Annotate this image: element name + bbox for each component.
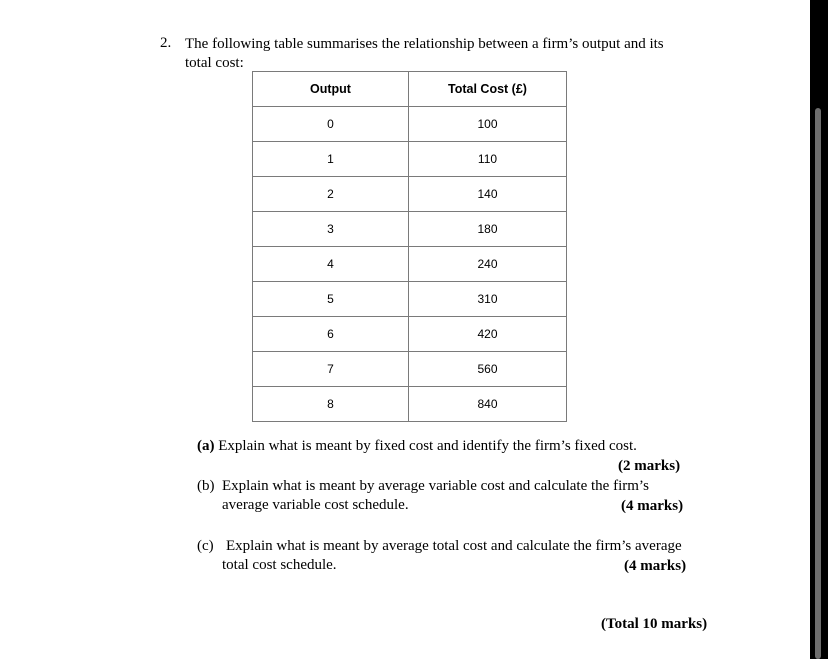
part-a	[197, 437, 637, 456]
table-row	[253, 177, 567, 212]
part-c-text	[222, 537, 682, 575]
table-header-row	[253, 72, 567, 107]
table-row	[253, 247, 567, 282]
output-cell: 2	[253, 177, 409, 212]
output-cost-table	[252, 71, 567, 422]
part-c-label: (c)	[197, 538, 214, 554]
part-b-marks: (4 marks)	[621, 498, 684, 514]
header-output: Output	[253, 72, 409, 107]
table-row	[253, 317, 567, 352]
table-row	[253, 387, 567, 422]
output-cell: 6	[253, 317, 409, 352]
total-cost-cell: 840	[409, 387, 567, 422]
part-b-text-line-1: Explain what is meant by average variable cost and calculate the firm’s	[222, 478, 649, 494]
total-cost-cell: 420	[409, 317, 567, 352]
output-cell: 1	[253, 142, 409, 177]
output-cell: 5	[253, 282, 409, 317]
scrollbar-track[interactable]	[810, 0, 828, 659]
part-a-marks: (2 marks)	[618, 458, 681, 474]
part-c-marks: (4 marks)	[624, 558, 687, 574]
table-row	[253, 212, 567, 247]
part-b-text	[222, 477, 649, 515]
total-cost-cell: 310	[409, 282, 567, 317]
question-intro-line-1: The following table summarises the relationship between a firm’s output and its	[185, 36, 664, 52]
total-cost-cell: 140	[409, 177, 567, 212]
part-a-label: (a)	[197, 438, 215, 454]
question-intro-line-2: total cost:	[185, 55, 244, 71]
output-cell: 0	[253, 107, 409, 142]
table-row	[253, 282, 567, 317]
output-cell: 7	[253, 352, 409, 387]
part-c-text-line-1: Explain what is meant by average total cost and calculate the firm’s average	[226, 538, 682, 554]
table-row	[253, 142, 567, 177]
total-marks: (Total 10 marks)	[601, 616, 708, 632]
total-cost-cell: 180	[409, 212, 567, 247]
table-row	[253, 107, 567, 142]
header-total-cost: Total Cost (£)	[409, 72, 567, 107]
total-cost-cell: 100	[409, 107, 567, 142]
question-intro	[185, 35, 745, 73]
output-cell: 3	[253, 212, 409, 247]
output-cell: 4	[253, 247, 409, 282]
output-cell: 8	[253, 387, 409, 422]
part-a-text: Explain what is meant by fixed cost and identify the firm’s fixed cost.	[218, 438, 637, 454]
total-cost-cell: 110	[409, 142, 567, 177]
total-cost-cell: 560	[409, 352, 567, 387]
total-cost-cell: 240	[409, 247, 567, 282]
part-b-text-line-2: average variable cost schedule.	[222, 497, 409, 513]
part-b-label: (b)	[197, 478, 215, 494]
question-number: 2.	[160, 35, 172, 51]
scrollbar-thumb[interactable]	[815, 108, 821, 659]
part-c-text-line-2: total cost schedule.	[222, 557, 337, 573]
table-row	[253, 352, 567, 387]
